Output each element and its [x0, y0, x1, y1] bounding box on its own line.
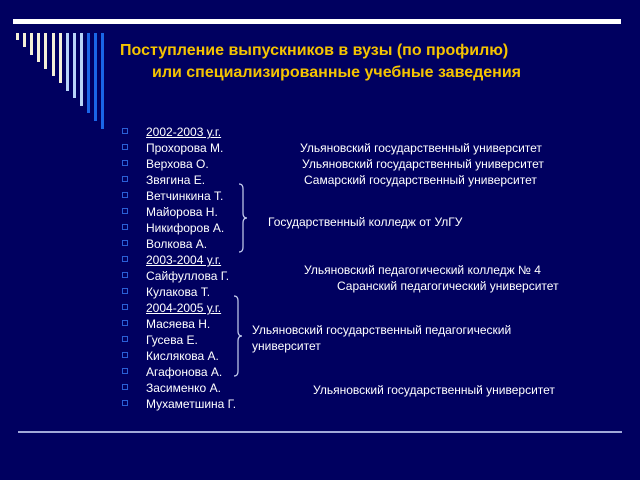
square-bullet-icon	[122, 368, 128, 374]
square-bullet-icon	[122, 288, 128, 294]
student-name: Никифоров А.	[146, 221, 225, 235]
year-heading: 2004-2005 у.г.	[146, 301, 222, 315]
student-name: Звягина Е.	[146, 173, 206, 187]
destination-label: Ульяновский государственный университет	[313, 383, 555, 397]
student-name: Масяева Н.	[146, 317, 211, 331]
student-name: Волкова А.	[146, 237, 208, 251]
student-name: Ветчинкина Т.	[146, 189, 224, 203]
student-name: Верхова О.	[146, 157, 209, 171]
student-name: Сайфуллова Г.	[146, 269, 230, 283]
year-heading: 2002-2003 у.г.	[146, 125, 222, 139]
square-bullet-icon	[122, 176, 128, 182]
square-bullet-icon	[122, 160, 128, 166]
destination-label: Ульяновский государственный университет	[300, 141, 542, 155]
student-name: Прохорова М.	[146, 141, 224, 155]
square-bullet-icon	[122, 320, 128, 326]
square-bullet-icon	[122, 208, 128, 214]
year-heading: 2003-2004 у.г.	[146, 253, 222, 267]
square-bullet-icon	[122, 384, 128, 390]
square-bullet-icon	[122, 304, 128, 310]
destination-label: Ульяновский государственный университет	[302, 157, 544, 171]
destination-label: университет	[252, 339, 321, 353]
square-bullet-icon	[122, 400, 128, 406]
student-name: Засименко А.	[146, 381, 221, 395]
square-bullet-icon	[122, 224, 128, 230]
right-brace-icon	[238, 183, 250, 253]
student-name: Мухаметшина Г.	[146, 397, 237, 411]
destination-label: Самарский государственный университет	[304, 173, 537, 187]
square-bullet-icon	[122, 256, 128, 262]
square-bullet-icon	[122, 144, 128, 150]
bottom-rule	[18, 431, 622, 433]
right-brace-icon	[233, 295, 245, 377]
destination-label: Ульяновский педагогический колледж № 4	[304, 263, 541, 277]
student-name: Гусева Е.	[146, 333, 198, 347]
student-name: Майорова Н.	[146, 205, 218, 219]
title-line-1: Поступление выпускников в вузы (по профилю)	[120, 42, 509, 59]
destination-label: Ульяновский государственный педагогический	[252, 323, 512, 337]
square-bullet-icon	[122, 336, 128, 342]
title-line-2: или специализированные учебные заведения	[152, 64, 521, 81]
square-bullet-icon	[122, 352, 128, 358]
square-bullet-icon	[122, 192, 128, 198]
square-bullet-icon	[122, 240, 128, 246]
square-bullet-icon	[122, 128, 128, 134]
square-bullet-icon	[122, 272, 128, 278]
student-name: Кислякова А.	[146, 349, 219, 363]
destination-label: Государственный колледж от УлГУ	[268, 215, 463, 229]
student-name: Агафонова А.	[146, 365, 223, 379]
destination-label: Саранский педагогический университет	[337, 279, 559, 293]
student-name: Кулакова Т.	[146, 285, 211, 299]
